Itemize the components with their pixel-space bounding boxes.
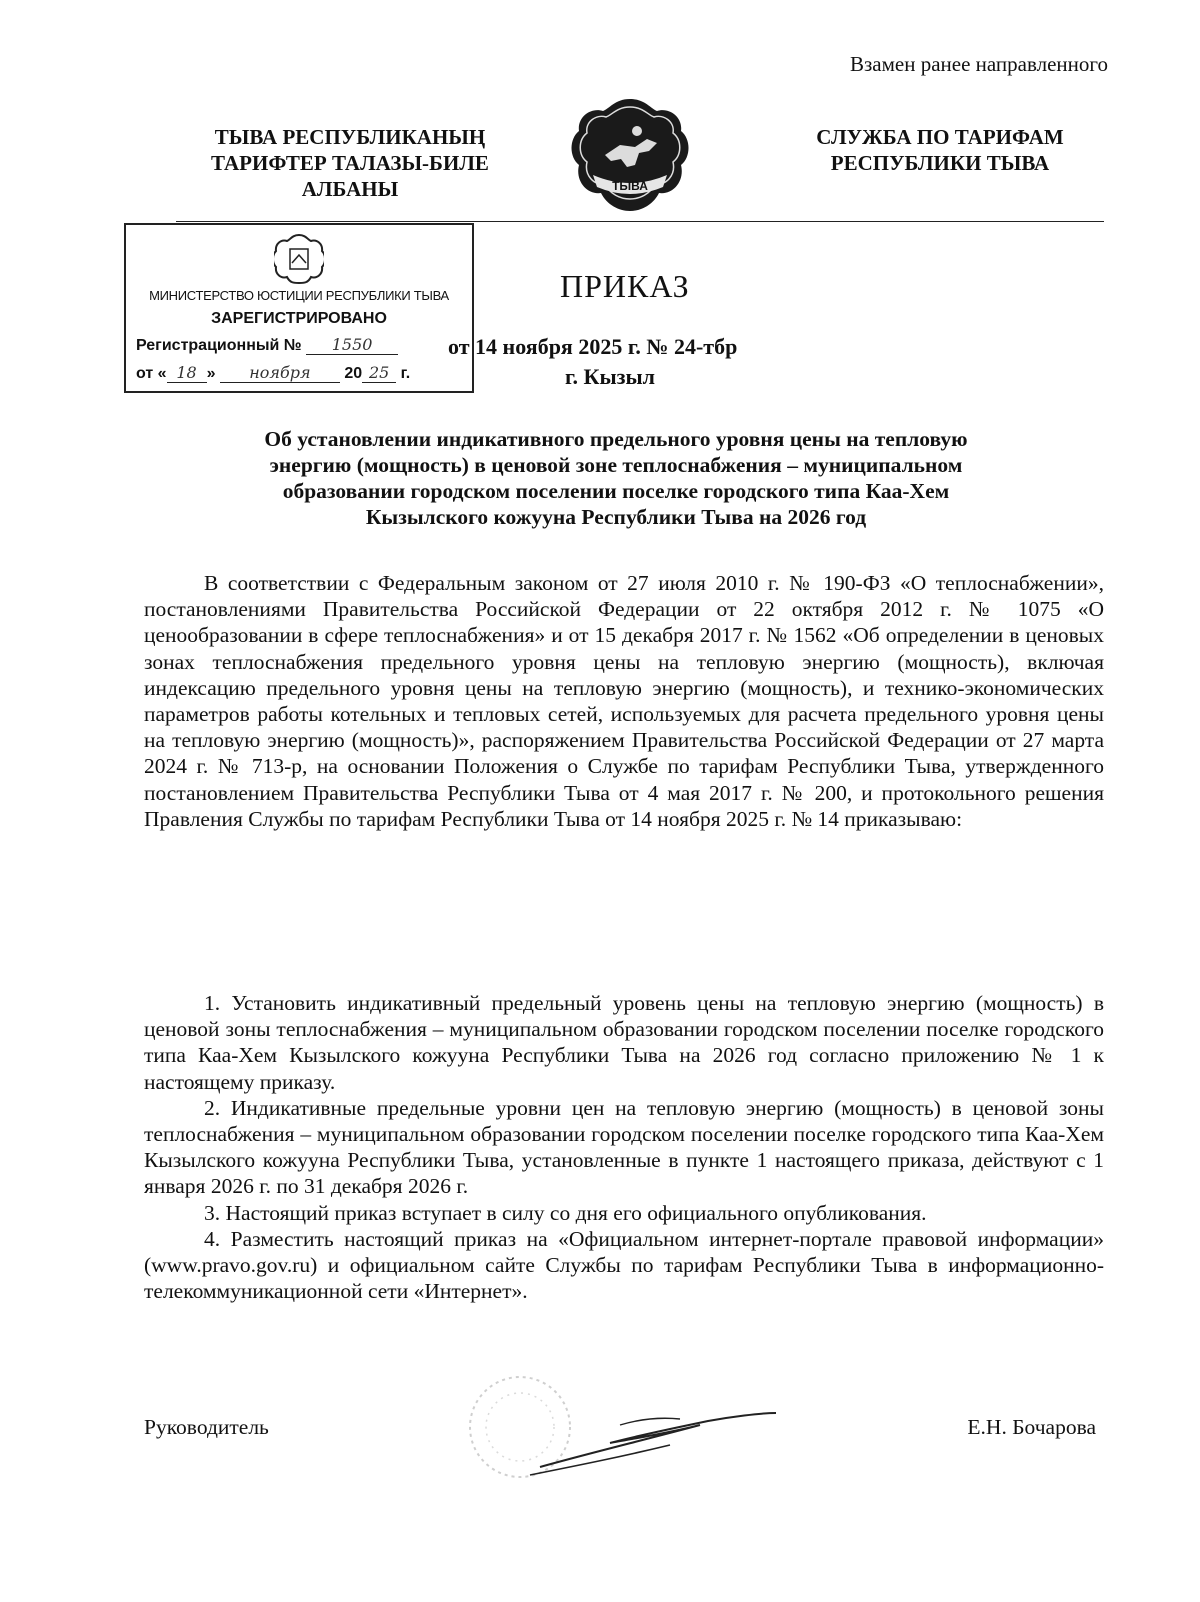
header-left-line: АЛБАНЫ xyxy=(301,177,399,201)
registration-stamp xyxy=(124,223,474,393)
stamp-number-label: Регистрационный № xyxy=(136,337,302,354)
order-item-3: 3. Настоящий приказ вступает в силу со дня его официального опубликования. xyxy=(204,1200,927,1225)
replaces-note: Взамен ранее направленного xyxy=(849,52,1108,76)
tuva-emblem-icon xyxy=(565,95,695,215)
order-date-text: 14 ноября 2025 г. № 24-тбр xyxy=(475,334,738,359)
stamp-ministry-name: МИНИСТЕРСТВО ЮСТИЦИИ РЕСПУБЛИКИ ТЫВА xyxy=(149,288,449,303)
order-date-number xyxy=(448,334,738,360)
header-right-line: РЕСПУБЛИКИ ТЫВА xyxy=(830,151,1050,175)
stamp-number-row xyxy=(136,335,398,355)
stamp-date-prefix: от « xyxy=(136,365,167,382)
order-city: г. Кызыл xyxy=(565,364,655,389)
header-right-russian xyxy=(770,124,1110,176)
stamp-date-row xyxy=(136,363,410,383)
stamp-year-suffix: 25 xyxy=(362,363,396,383)
preamble xyxy=(144,570,1104,832)
ministry-emblem-icon xyxy=(274,233,324,285)
preamble-paragraph: В соответствии с Федеральным законом от 27 июля 2010 г. № 190-ФЗ «О теплоснабжении», постановлениями Правительства Российской Федерации от 22 октября 2012 г. № 1075 «О ценообразовании в сфере теплоснабжения» и от 15 декабря 2017 г. № 1562 «Об определении в ценовых зонах теплоснабжения предельного уровня цены на тепловую энергию (мощность), включая индексацию предельного уровня цены на тепловую энергию (мощность), и технико-экономических параметров работы котельных и тепловых сетей, используемых для расчета предельного уровня цены на тепловую энергию (мощность)», распоряжением Правительства Российской Федерации от 27 марта 2024 г. № 713-р, на основании Положения о Службе по тарифам Республики Тыва, утвержденного постановлением Правительства Республики Тыва от 4 мая 2017 г. № 200, и протокольного решения Правления Службы по тарифам Республики Тыва от 14 ноября 2025 г. № 14 приказываю: xyxy=(144,571,1104,831)
stamp-day: 18 xyxy=(167,363,207,383)
signer-name: Е.Н. Бочарова xyxy=(967,1415,1096,1439)
signer-role: Руководитель xyxy=(144,1415,269,1439)
stamp-year-prefix: 20 xyxy=(344,365,363,382)
header-left-tuvan xyxy=(180,124,520,202)
subject-line: энергию (мощность) в ценовой зоне теплоснабжения – муниципальном xyxy=(269,453,963,477)
stamp-number-value: 1550 xyxy=(306,335,398,355)
order-item-2: 2. Индикативные предельные уровни цен на тепловую энергию (мощность) в ценовой зоны теплоснабжения – муниципальном образовании городском поселении поселке городского типа Каа-Хем Кызылского кожууна Республики Тыва, установленные в пункте 1 настоящего приказа, действуют с 1 января 2026 г. по 31 декабря 2026 г. xyxy=(144,1095,1104,1199)
order-date-prefix: от xyxy=(448,334,470,359)
stamp-date-mid: » xyxy=(206,365,216,382)
subject-line: образовании городском поселении поселке городского типа Каа-Хем xyxy=(282,479,950,503)
header-divider xyxy=(176,221,1104,222)
stamp-registered-label: ЗАРЕГИСТРИРОВАНО xyxy=(211,310,387,327)
stamp-month: ноября xyxy=(220,363,340,383)
emblem-label: ТЫВА xyxy=(612,179,648,193)
subject-line: Об установлении индикативного предельного уровня цены на тепловую xyxy=(264,427,968,451)
header-right-line: СЛУЖБА ПО ТАРИФАМ xyxy=(816,125,1064,149)
header-left-line: ТЫВА РЕСПУБЛИКАНЫҢ xyxy=(214,125,486,149)
header-left-line: ТАРИФТЕР ТАЛАЗЫ-БИЛЕ xyxy=(211,151,489,175)
order-subject xyxy=(176,426,1056,530)
document-title: ПРИКАЗ xyxy=(560,268,690,304)
order-item-4: 4. Разместить настоящий приказ на «Официальном интернет-портале правовой информации» (www.pravo.gov.ru) и официальном сайте Службы по тарифам Республики Тыва в информационно-телекоммуникационной сети «Интернет». xyxy=(144,1226,1104,1304)
stamp-date-suffix: г. xyxy=(400,365,411,382)
order-items xyxy=(144,990,1104,1304)
subject-line: Кызылского кожууна Республики Тыва на 2026 год xyxy=(365,505,867,529)
order-item-1: 1. Установить индикативный предельный уровень цены на тепловую энергию (мощность) в ценовой зоны теплоснабжения – муниципальном образовании городском поселении поселке городского типа Каа-Хем Кызылского кожууна Республики Тыва на 2026 год согласно приложению № 1 к настоящему приказу. xyxy=(144,991,1104,1094)
signature-icon xyxy=(470,1395,780,1485)
